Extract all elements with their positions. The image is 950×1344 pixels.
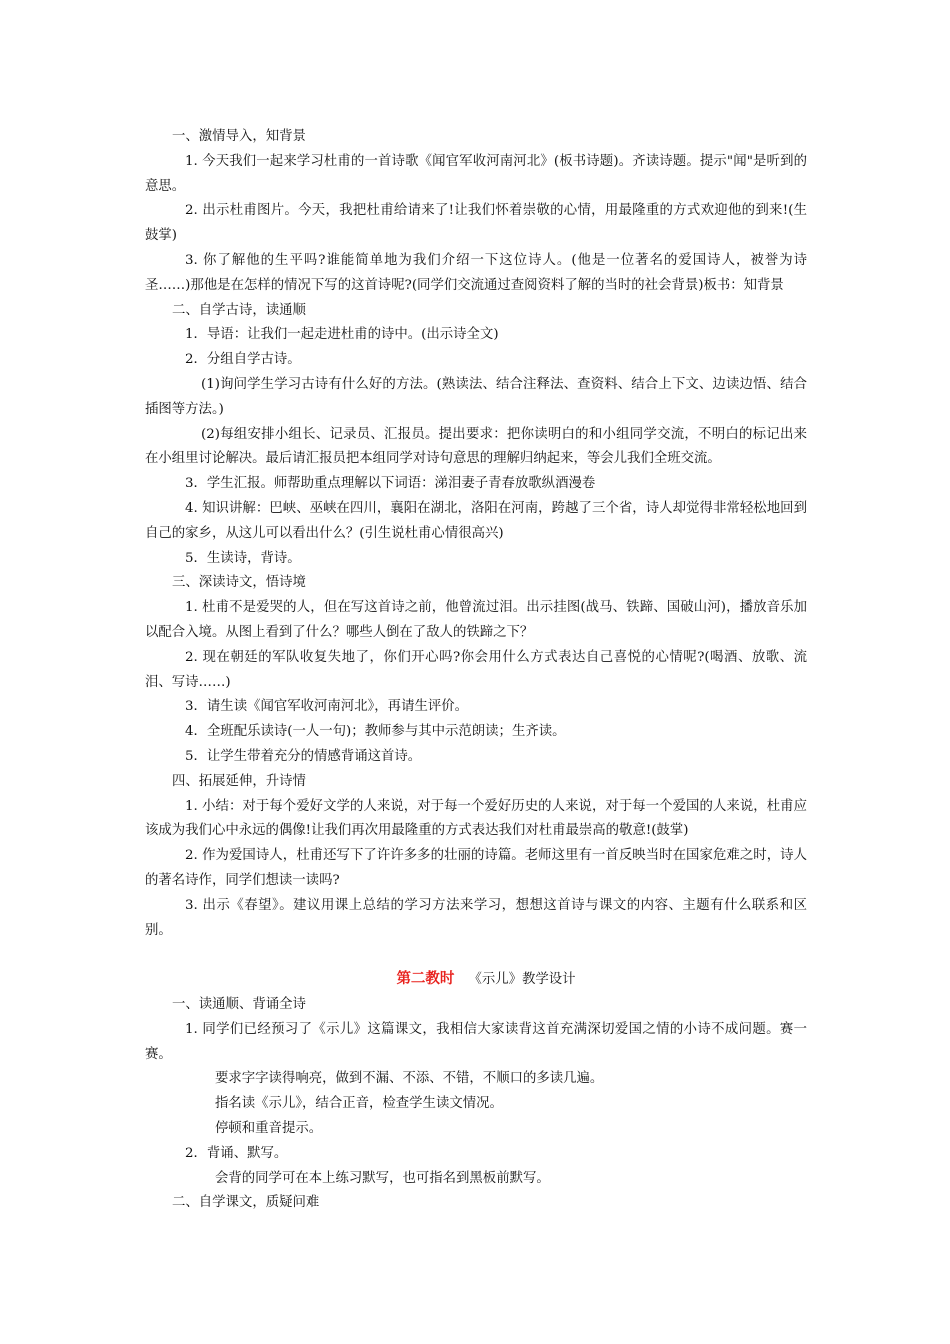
section-heading: 一、读通顺、背诵全诗 xyxy=(172,997,306,1013)
paragraph: 要求字字读得响亮，做到不漏、不添、不错，不顺口的多读几遍。 xyxy=(215,1071,604,1087)
section-heading: 一、激情导入，知背景 xyxy=(172,129,306,144)
paragraph: 2．背诵、默写。 xyxy=(185,1145,288,1161)
paragraph: (1)询问学生学习古诗有什么好的方法。(熟读法、结合注释法、查资料、结合上下文、边读边悟、结合插图等方法。) xyxy=(145,376,807,417)
paragraph: 2. 现在朝廷的军队收复失地了，你们开心吗?你会用什么方式表达自己喜悦的心情呢?(喝酒、放歌、流泪、写诗……) xyxy=(145,649,807,690)
paragraph: 2．分组自学古诗。 xyxy=(185,352,301,368)
paragraph: 指名读《示儿》，结合正音，检查学生读文情况。 xyxy=(215,1096,503,1112)
paragraph: (2)每组安排小组长、记录员、汇报员。提出要求：把你读明白的和小组同学交流，不明白的标记出来在小组里讨论解决。最后请汇报员把本组同学对诗句意思的理解归纳起来，等会儿我们全班交流。 xyxy=(145,426,807,467)
paragraph: 1. 同学们已经预习了《示儿》这篇课文，我相信大家读背这首充满深切爱国之情的小诗不成问题。赛一赛。 xyxy=(145,1021,807,1062)
section-heading: 二、自学课文，质疑问难 xyxy=(172,1195,320,1211)
paragraph: 4. 知识讲解：巴峡、巫峡在四川，襄阳在湖北，洛阳在河南，跨越了三个省，诗人却觉得非常轻松地回到自己的家乡，从这儿可以看出什么？(引生说杜甫心情很高兴) xyxy=(145,500,807,541)
lesson-number: 第二教时 xyxy=(396,970,455,988)
paragraph: 3．请生读《闻官军收河南河北》，再请生评价。 xyxy=(185,699,469,715)
paragraph: 2. 作为爱国诗人，杜甫还写下了许许多多的壮丽的诗篇。老师这里有一首反映当时在国家危难之时，诗人的著名诗作，同学们想读一读吗? xyxy=(145,848,807,888)
spacer xyxy=(145,943,807,967)
paragraph: 5．生读诗，背诗。 xyxy=(185,550,301,566)
lesson-plan-content xyxy=(145,125,807,1216)
paragraph: 1. 小结：对于每个爱好文学的人来说，对于每一个爱好历史的人来说，对于每一个爱国的人来说，杜甫应该成为我们心中永远的偶像!让我们再次用最隆重的方式表达我们对杜甫最崇高的敬意!(鼓掌) xyxy=(145,798,807,839)
paragraph: 3．学生汇报。师帮助重点理解以下词语：涕泪妻子青春放歌纵酒漫卷 xyxy=(185,476,596,492)
paragraph: 3. 你了解他的生平吗?谁能简单地为我们介绍一下这位诗人。(他是一位著名的爱国诗人，被誉为诗圣……)那他是在怎样的情况下写的这首诗呢?(同学们交流通过查阅资料了解的当时的社会背景)板书：知背景 xyxy=(145,252,807,293)
paragraph: 2. 出示杜甫图片。今天，我把杜甫给请来了!让我们怀着崇敬的心情，用最隆重的方式欢迎他的到来!(生鼓掌) xyxy=(145,203,807,244)
paragraph: 4．全班配乐读诗(一人一句)；教师参与其中示范朗读；生齐读。 xyxy=(185,724,566,740)
lesson-title xyxy=(145,967,807,993)
paragraph: 停顿和重音提示。 xyxy=(215,1121,323,1137)
paragraph: 1. 今天我们一起来学习杜甫的一首诗歌《闻官军收河南河北》(板书诗题)。齐读诗题。提示"闻"是听到的意思。 xyxy=(145,153,807,194)
paragraph: 会背的同学可在本上练习默写，也可指名到黑板前默写。 xyxy=(215,1170,550,1186)
paragraph: 1．导语：让我们一起走进杜甫的诗中。(出示诗全文) xyxy=(185,327,499,343)
section-heading: 三、深读诗文，悟诗境 xyxy=(172,575,306,591)
section-heading: 四、拓展延伸，升诗情 xyxy=(172,773,306,789)
section-heading: 二、自学古诗，读通顺 xyxy=(172,302,306,318)
paragraph: 3. 出示《春望》。建议用课上总结的学习方法来学习，想想这首诗与课文的内容、主题有什么联系和区别。 xyxy=(145,897,807,938)
paragraph: 5．让学生带着充分的情感背诵这首诗。 xyxy=(185,748,422,764)
paragraph: 1. 杜甫不是爱哭的人，但在写这首诗之前，他曾流过泪。出示挂图(战马、铁蹄、国破山河)，播放音乐加以配合入境。从图上看到了什么？哪些人倒在了敌人的铁蹄之下？ xyxy=(145,600,807,640)
lesson-subtitle: 《示儿》教学设计 xyxy=(468,972,576,988)
